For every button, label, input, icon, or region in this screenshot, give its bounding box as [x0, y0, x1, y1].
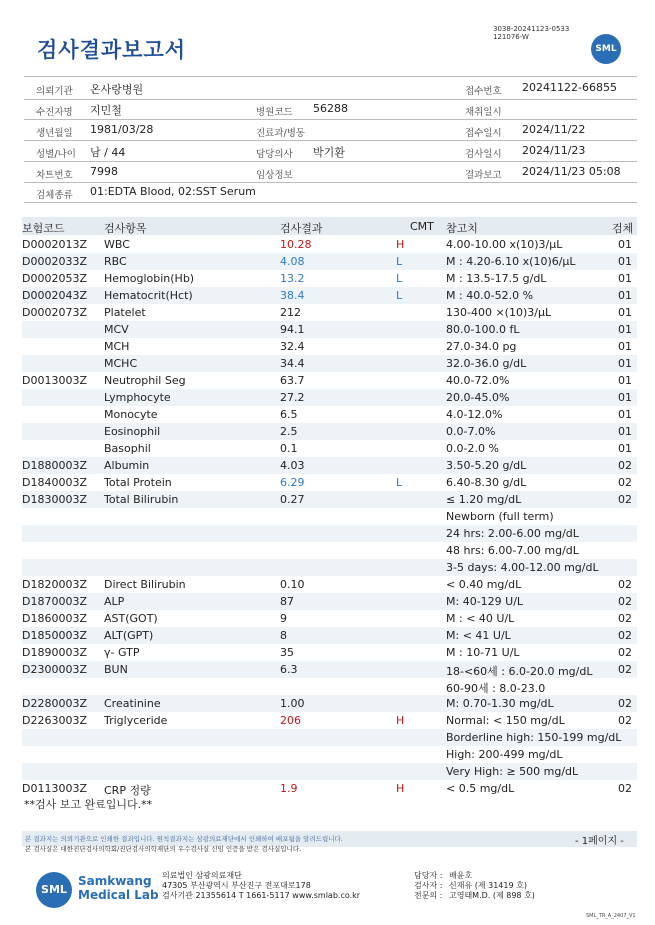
specimen-cell: 02 — [618, 629, 632, 642]
dob-label: 생년월일 — [36, 128, 73, 139]
result-cell: 6.3 — [280, 663, 298, 676]
result-cell: 87 — [280, 595, 294, 608]
reference-cell: 0.0-7.0% — [446, 425, 496, 438]
sml-logo-footer: SML — [36, 872, 72, 908]
org-contact: 검사기관 21355614 T 1661-5117 www.smlab.co.kr — [162, 891, 361, 900]
code-cell: D0113003Z — [22, 782, 87, 795]
staff1-value: 배윤호 — [448, 871, 473, 880]
specimen-cell: 01 — [618, 340, 632, 353]
item-cell: AST(GOT) — [104, 612, 158, 625]
item-cell: Monocyte — [104, 408, 158, 421]
specimen-cell: 02 — [618, 493, 632, 506]
result-cell: 4.08 — [280, 255, 305, 268]
item-cell: RBC — [104, 255, 127, 268]
item-cell: Albumin — [104, 459, 150, 472]
test-date-label: 검사일시 — [465, 149, 502, 160]
table-row — [22, 372, 637, 389]
received-no-label: 접수번호 — [465, 86, 502, 97]
brand-line-2: Medical Lab — [78, 888, 159, 902]
cmt-cell: H — [396, 238, 405, 251]
code-cell: D0002043Z — [22, 289, 87, 302]
item-cell: Triglyceride — [104, 714, 168, 727]
reference-cell: High: 200-499 mg/dL — [446, 748, 563, 761]
header-reference: 참고치 — [446, 222, 478, 235]
item-cell: Hematocrit(Hct) — [104, 289, 193, 302]
divider — [24, 76, 637, 77]
org-info — [162, 871, 360, 901]
footer-note-2: 본 검사실은 대한진단검사의학회/진단검사의학재단의 우수검사실 신임 인증을 받은 검사실입니다. — [25, 845, 302, 853]
reference-cell: 27.0-34.0 pg — [446, 340, 517, 353]
specimen-cell: 01 — [618, 425, 632, 438]
result-cell: 0.1 — [280, 442, 298, 455]
staff3-label: 전문의 : — [414, 891, 443, 900]
staff2-label: 검사자 : — [414, 881, 443, 890]
result-cell: 35 — [280, 646, 294, 659]
header-item: 검사항목 — [104, 222, 147, 235]
result-cell: 9 — [280, 612, 287, 625]
table-row — [22, 593, 637, 610]
table-row — [22, 423, 637, 440]
code-cell: D1890003Z — [22, 646, 87, 659]
item-cell: MCV — [104, 323, 129, 336]
reference-cell: 32.0-36.0 g/dL — [446, 357, 527, 370]
table-row — [22, 576, 637, 593]
table-row — [22, 440, 637, 457]
item-cell: Eosinophil — [104, 425, 161, 438]
table-row — [22, 712, 637, 729]
specimen-cell: 01 — [618, 374, 632, 387]
page-title: 검사결과보고서 — [37, 38, 187, 62]
specimen-cell: 01 — [618, 306, 632, 319]
document-id — [493, 25, 569, 41]
specimen-cell: 02 — [618, 612, 632, 625]
specimen-cell: 01 — [618, 357, 632, 370]
divider — [24, 182, 637, 183]
result-cell: 8 — [280, 629, 287, 642]
reference-cell: 130-400 ×(10)3/μL — [446, 306, 552, 319]
code-cell: D0002033Z — [22, 255, 87, 268]
specimen-cell: 02 — [618, 476, 632, 489]
specimen-cell: 01 — [618, 255, 632, 268]
reference-cell: M: 40-129 U/L — [446, 595, 524, 608]
table-row — [22, 729, 637, 746]
cmt-cell: H — [396, 714, 405, 727]
table-row — [22, 236, 637, 253]
specimen-cell: 02 — [618, 782, 632, 795]
reference-cell: M : 40.0-52.0 % — [446, 289, 534, 302]
reference-cell: 80.0-100.0 fL — [446, 323, 520, 336]
report-value: 2024/11/23 05:08 — [522, 165, 621, 178]
table-row — [22, 746, 637, 763]
table-row — [22, 678, 637, 695]
code-cell: D2263003Z — [22, 714, 87, 727]
item-cell: WBC — [104, 238, 130, 251]
table-row — [22, 389, 637, 406]
reference-cell: M: < 41 U/L — [446, 629, 511, 642]
specimen-cell: 02 — [618, 714, 632, 727]
page-number: - 1페이지 - — [575, 836, 624, 847]
institution-label: 의뢰기관 — [36, 86, 73, 97]
reference-cell: M : 13.5-17.5 g/dL — [446, 272, 547, 285]
form-code: SML_TR_A_2407_V1 — [586, 913, 636, 919]
reference-cell: 0.0-2.0 % — [446, 442, 499, 455]
clinical-label: 임상정보 — [256, 170, 293, 181]
reference-cell: 3-5 days: 4.00-12.00 mg/dL — [446, 561, 599, 574]
divider — [24, 99, 637, 100]
institution-value: 온사랑병원 — [90, 83, 144, 96]
chart-value: 7998 — [90, 165, 118, 178]
reference-cell: 60-90세 : 8.0-23.0 — [446, 682, 546, 695]
staff2-value: 신재유 (제 31419 호) — [448, 881, 527, 890]
specimen-cell: 02 — [618, 697, 632, 710]
item-cell: Platelet — [104, 306, 146, 319]
item-cell: ALT(GPT) — [104, 629, 154, 642]
reference-cell: Newborn (full term) — [446, 510, 554, 523]
specimen-cell: 01 — [618, 442, 632, 455]
table-row — [22, 253, 637, 270]
org-name: 의료법인 삼광의료재단 — [162, 871, 242, 880]
reference-cell: M : < 40 U/L — [446, 612, 515, 625]
doctor-value: 박기환 — [313, 146, 345, 159]
table-row — [22, 542, 637, 559]
specimen-cell: 02 — [618, 646, 632, 659]
cmt-cell: L — [396, 255, 403, 268]
divider — [24, 140, 637, 141]
result-cell: 206 — [280, 714, 301, 727]
document-id-line2: 121076-W — [493, 33, 529, 41]
specimen-cell: 01 — [618, 289, 632, 302]
table-row — [22, 457, 637, 474]
table-row — [22, 355, 637, 372]
result-cell: 1.00 — [280, 697, 305, 710]
reference-cell: 18-<60세 : 6.0-20.0 mg/dL — [446, 665, 593, 678]
table-row — [22, 287, 637, 304]
sml-logo: SML — [591, 34, 621, 64]
result-cell: 1.9 — [280, 782, 298, 795]
reference-cell: M : 4.20-6.10 x(10)6/μL — [446, 255, 576, 268]
specimen-cell: 01 — [618, 323, 632, 336]
table-row — [22, 695, 637, 712]
code-cell: D1850003Z — [22, 629, 87, 642]
reference-cell: 4.00-10.00 x(10)3/μL — [446, 238, 563, 251]
item-cell: CRP 정량 — [104, 784, 151, 797]
specimen-label: 검체종류 — [36, 190, 73, 201]
document-id-line1: 3038-20241123-0533 — [493, 25, 570, 33]
header-result: 검사결과 — [280, 222, 323, 235]
specimen-cell: 01 — [618, 391, 632, 404]
reference-cell: 20.0-45.0% — [446, 391, 510, 404]
patient-label: 수진자명 — [36, 107, 73, 118]
code-cell: D2280003Z — [22, 697, 87, 710]
specimen-value: 01:EDTA Blood, 02:SST Serum — [90, 185, 256, 198]
received-date-label: 접수일시 — [465, 128, 502, 139]
cmt-cell: H — [396, 782, 405, 795]
specimen-cell: 01 — [618, 408, 632, 421]
result-cell: 4.03 — [280, 459, 305, 472]
staff-info — [414, 871, 535, 901]
hospital-code-label: 병원코드 — [256, 107, 293, 118]
reference-cell: 4.0-12.0% — [446, 408, 503, 421]
specimen-cell: 02 — [618, 578, 632, 591]
received-date-value: 2024/11/22 — [522, 123, 586, 136]
code-cell: D0002013Z — [22, 238, 87, 251]
table-row — [22, 559, 637, 576]
code-cell: D1820003Z — [22, 578, 87, 591]
table-row — [22, 304, 637, 321]
item-cell: Lymphocyte — [104, 391, 171, 404]
reference-cell: M : 10-71 U/L — [446, 646, 520, 659]
specimen-cell: 01 — [618, 238, 632, 251]
brand-name — [78, 874, 159, 902]
table-row — [22, 508, 637, 525]
result-cell: 13.2 — [280, 272, 305, 285]
reference-cell: 3.50-5.20 g/dL — [446, 459, 527, 472]
item-cell: BUN — [104, 663, 128, 676]
table-row — [22, 270, 637, 287]
header-cmt: CMT — [410, 220, 434, 233]
brand-line-1: Samkwang — [78, 874, 152, 888]
item-cell: MCH — [104, 340, 130, 353]
reference-cell: 6.40-8.30 g/dL — [446, 476, 527, 489]
code-cell: D0013003Z — [22, 374, 87, 387]
doctor-label: 담당의사 — [256, 149, 293, 160]
code-cell: D0002053Z — [22, 272, 87, 285]
reference-cell: ≤ 1.20 mg/dL — [446, 493, 522, 506]
cmt-cell: L — [396, 272, 403, 285]
result-cell: 94.1 — [280, 323, 305, 336]
hospital-code-value: 56288 — [313, 102, 348, 115]
code-cell: D1870003Z — [22, 595, 87, 608]
reference-cell: 24 hrs: 2.00-6.00 mg/dL — [446, 527, 579, 540]
table-row — [22, 525, 637, 542]
table-header — [22, 217, 637, 235]
item-cell: Direct Bilirubin — [104, 578, 186, 591]
code-cell: D1840003Z — [22, 476, 87, 489]
result-cell: 10.28 — [280, 238, 312, 251]
reference-cell: 40.0-72.0% — [446, 374, 510, 387]
divider — [24, 161, 637, 162]
specimen-cell: 02 — [618, 595, 632, 608]
result-cell: 0.27 — [280, 493, 305, 506]
table-row — [22, 780, 637, 797]
staff3-value: 고영태M.D. (제 898 호) — [448, 891, 535, 900]
reference-cell: Very High: ≥ 500 mg/dL — [446, 765, 579, 778]
result-cell: 38.4 — [280, 289, 305, 302]
reference-cell: Normal: < 150 mg/dL — [446, 714, 565, 727]
table-row — [22, 491, 637, 508]
org-address: 47305 부산광역시 부산진구 전포대로178 — [162, 881, 311, 890]
result-cell: 2.5 — [280, 425, 298, 438]
table-row — [22, 763, 637, 780]
received-no-value: 20241122-66855 — [522, 81, 617, 94]
sex-age-value: 남 / 44 — [90, 146, 126, 159]
result-cell: 32.4 — [280, 340, 305, 353]
item-cell: γ- GTP — [104, 646, 140, 659]
result-cell: 212 — [280, 306, 301, 319]
table-row — [22, 406, 637, 423]
footer-note-1: 본 결과지는 의뢰기관으로 인쇄한 결과입니다. 원칙결과지는 삼광의료재단에서 인쇄하여 배포됨을 알려드립니다. — [25, 835, 343, 843]
reference-cell: 48 hrs: 6.00-7.00 mg/dL — [446, 544, 579, 557]
table-row — [22, 661, 637, 678]
code-cell: D2300003Z — [22, 663, 87, 676]
code-cell: D1880003Z — [22, 459, 87, 472]
reference-cell: < 0.5 mg/dL — [446, 782, 515, 795]
item-cell: Total Protein — [104, 476, 172, 489]
table-row — [22, 321, 637, 338]
result-cell: 6.29 — [280, 476, 305, 489]
item-cell: MCHC — [104, 357, 138, 370]
item-cell: Neutrophil Seg — [104, 374, 186, 387]
code-cell: D1860003Z — [22, 612, 87, 625]
result-cell: 63.7 — [280, 374, 305, 387]
specimen-cell: 01 — [618, 272, 632, 285]
cmt-cell: L — [396, 476, 403, 489]
divider — [24, 119, 637, 120]
item-cell: Creatinine — [104, 697, 161, 710]
table-row — [22, 474, 637, 491]
reference-cell: < 0.40 mg/dL — [446, 578, 522, 591]
reference-cell: Borderline high: 150-199 mg/dL — [446, 731, 622, 744]
dob-value: 1981/03/28 — [90, 123, 154, 136]
header-specimen: 검체 — [612, 222, 634, 235]
test-date-value: 2024/11/23 — [522, 144, 586, 157]
table-row — [22, 610, 637, 627]
table-row — [22, 644, 637, 661]
dept-label: 진료과/병동 — [256, 128, 306, 139]
specimen-cell: 02 — [618, 663, 632, 676]
staff1-label: 담당자 : — [414, 871, 443, 880]
patient-value: 지민철 — [90, 104, 122, 117]
item-cell: Total Bilirubin — [104, 493, 179, 506]
report-label: 결과보고 — [465, 170, 502, 181]
code-cell: D1830003Z — [22, 493, 87, 506]
result-cell: 0.10 — [280, 578, 305, 591]
header-code: 보험코드 — [22, 222, 65, 235]
table-row — [22, 627, 637, 644]
item-cell: Basophil — [104, 442, 151, 455]
cmt-cell: L — [396, 289, 403, 302]
item-cell: Hemoglobin(Hb) — [104, 272, 195, 285]
item-cell: ALP — [104, 595, 125, 608]
divider — [24, 202, 637, 203]
result-cell: 27.2 — [280, 391, 305, 404]
code-cell: D0002073Z — [22, 306, 87, 319]
table-row — [22, 338, 637, 355]
reference-cell: M: 0.70-1.30 mg/dL — [446, 697, 554, 710]
collection-label: 채취일시 — [465, 107, 502, 118]
specimen-cell: 02 — [618, 459, 632, 472]
completion-message: **검사 보고 완료입니다.** — [24, 798, 153, 811]
result-cell: 6.5 — [280, 408, 298, 421]
result-cell: 34.4 — [280, 357, 305, 370]
chart-label: 차트번호 — [36, 170, 73, 181]
sex-age-label: 성별/나이 — [36, 149, 76, 160]
